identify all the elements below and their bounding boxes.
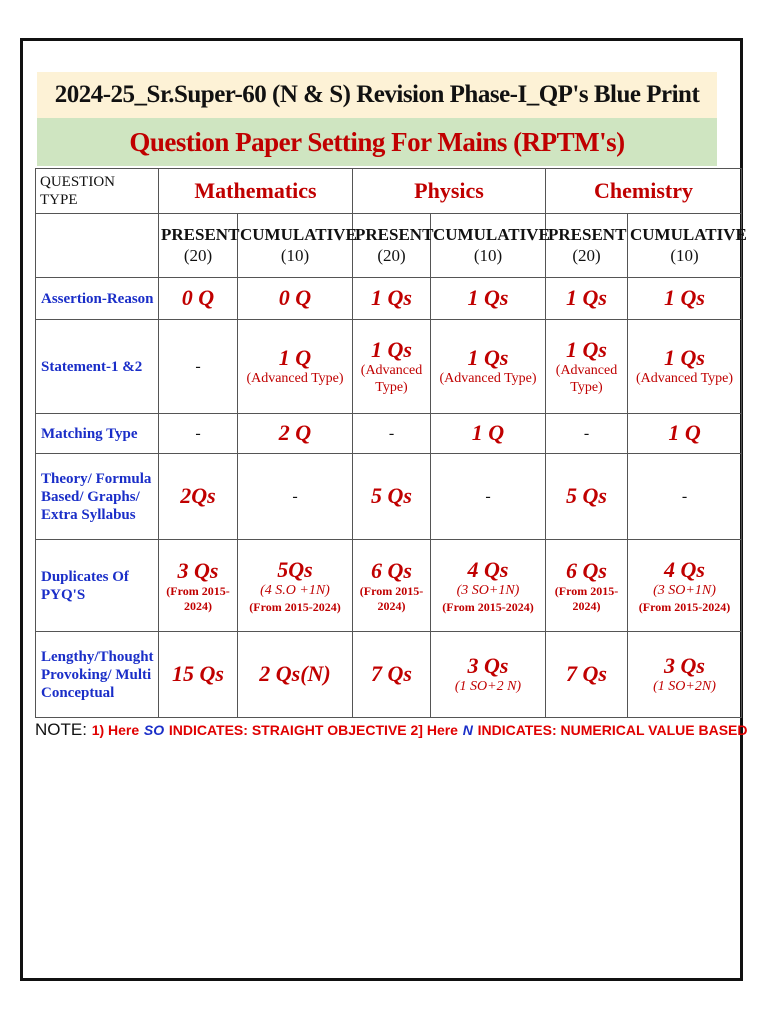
footnote bbox=[35, 720, 748, 740]
cell-value: 1 Qs bbox=[467, 285, 509, 311]
table-cell bbox=[353, 278, 431, 320]
table-row bbox=[36, 320, 742, 414]
cell-note-secondary: (From 2015-2024) bbox=[442, 599, 534, 614]
question-type-header: QUESTION TYPE bbox=[36, 169, 159, 214]
table-cell bbox=[238, 320, 353, 414]
page-subtitle: Question Paper Setting For Mains (RPTM's) bbox=[37, 118, 717, 166]
cell-value: 5 Qs bbox=[371, 483, 412, 509]
table-cell bbox=[159, 632, 238, 718]
table-cell bbox=[628, 414, 742, 454]
table-cell bbox=[431, 632, 546, 718]
table-cell bbox=[431, 454, 546, 540]
column-header bbox=[546, 214, 628, 278]
cell-note: (Advanced Type) bbox=[360, 362, 423, 395]
column-count: (10) bbox=[670, 245, 699, 265]
cell-dash: - bbox=[292, 487, 298, 505]
row-label: Lengthy/Thought Provoking/ Multi Conceptual bbox=[36, 632, 159, 718]
cell-dash: - bbox=[583, 424, 590, 442]
cell-note: (1 SO+2 N) bbox=[454, 679, 522, 695]
subject-header-row bbox=[36, 169, 742, 214]
table-cell bbox=[628, 540, 742, 632]
cell-dash: - bbox=[681, 487, 688, 505]
cell-note: (Advanced Type) bbox=[635, 371, 734, 387]
column-header bbox=[238, 214, 357, 278]
table-cell bbox=[159, 540, 238, 632]
cell-note: (3 SO+1N) bbox=[456, 583, 520, 599]
cell-value: 3 Qs bbox=[177, 557, 219, 583]
table-cell bbox=[628, 320, 742, 414]
column-label: CUMULATIVE bbox=[630, 225, 747, 245]
column-label: PRESENT bbox=[161, 225, 240, 245]
cell-note: (3 SO+1N) bbox=[653, 583, 716, 599]
cell-value: 2 Qs(N) bbox=[259, 661, 331, 687]
column-count: (10) bbox=[473, 245, 503, 265]
cell-note: (Advanced Type) bbox=[246, 371, 344, 387]
note-label: NOTE: bbox=[35, 720, 87, 739]
subject-mathematics: Mathematics bbox=[159, 169, 353, 214]
cell-value: 0 Q bbox=[278, 285, 312, 311]
note-part1: 1) Here bbox=[91, 722, 140, 738]
note-n-abbrev: N bbox=[462, 722, 473, 738]
cell-value: 1 Q bbox=[471, 420, 505, 446]
cell-note: (From 2015-2024) bbox=[166, 584, 230, 613]
table-cell bbox=[628, 632, 742, 718]
cell-value: 0 Q bbox=[181, 285, 215, 311]
column-label: CUMULATIVE bbox=[433, 225, 550, 245]
cell-value: 1 Qs bbox=[371, 285, 412, 311]
cell-value: 1 Q bbox=[668, 420, 701, 446]
table-cell bbox=[238, 278, 353, 320]
column-count: (20) bbox=[183, 245, 213, 265]
column-label: CUMULATIVE bbox=[240, 225, 357, 245]
cell-note: (From 2015-2024) bbox=[359, 584, 424, 613]
cell-value: 1 Qs bbox=[664, 285, 705, 311]
column-header bbox=[628, 214, 747, 278]
cell-value: 1 Qs bbox=[467, 344, 509, 370]
table-cell bbox=[159, 320, 238, 414]
table-row bbox=[36, 540, 742, 632]
cell-value: 4 Qs bbox=[467, 556, 509, 582]
table-cell bbox=[353, 540, 431, 632]
cell-value: 4 Qs bbox=[664, 556, 705, 582]
cell-value: 1 Qs bbox=[566, 285, 607, 311]
row-label: Matching Type bbox=[36, 414, 159, 454]
cell-value: 3 Qs bbox=[467, 652, 509, 678]
cell-value: 1 Qs bbox=[566, 336, 607, 362]
table-cell bbox=[431, 278, 546, 320]
cell-dash: - bbox=[195, 357, 201, 375]
table-row bbox=[36, 414, 742, 454]
cell-note-secondary: (From 2015-2024) bbox=[638, 599, 731, 614]
blank-header-cell bbox=[36, 214, 159, 278]
cell-value: 2 Q bbox=[278, 420, 312, 446]
column-count: (10) bbox=[280, 245, 310, 265]
column-header-row bbox=[36, 214, 742, 278]
table-cell bbox=[628, 278, 742, 320]
subject-physics: Physics bbox=[353, 169, 546, 214]
table-cell bbox=[238, 632, 353, 718]
table-cell bbox=[159, 454, 238, 540]
cell-note: (4 S.O +1N) bbox=[260, 583, 330, 599]
cell-value: 1 Q bbox=[278, 344, 312, 370]
cell-dash: - bbox=[485, 487, 491, 505]
subject-chemistry: Chemistry bbox=[546, 169, 742, 214]
table-row bbox=[36, 278, 742, 320]
table-cell bbox=[159, 414, 238, 454]
table-cell bbox=[431, 320, 546, 414]
table-cell bbox=[546, 414, 628, 454]
note-part2: INDICATES: STRAIGHT OBJECTIVE 2] Here bbox=[168, 722, 458, 738]
table-cell bbox=[546, 320, 628, 414]
cell-note-secondary: (From 2015-2024) bbox=[249, 599, 341, 614]
table-cell bbox=[353, 632, 431, 718]
note-so-abbrev: SO bbox=[143, 722, 165, 738]
table-cell bbox=[431, 540, 546, 632]
table-cell bbox=[546, 540, 628, 632]
cell-value: 5 Qs bbox=[566, 483, 607, 509]
row-label: Statement-1 &2 bbox=[36, 320, 159, 414]
table-cell bbox=[546, 454, 628, 540]
cell-value: 5Qs bbox=[277, 556, 313, 582]
cell-value: 6 Qs bbox=[371, 557, 412, 583]
page-title: 2024-25_Sr.Super-60 (N & S) Revision Phase-I_QP's Blue Print bbox=[37, 72, 717, 118]
table-cell bbox=[628, 454, 742, 540]
cell-note: (Advanced Type) bbox=[555, 362, 618, 395]
column-label: PRESENT bbox=[355, 225, 434, 245]
column-header bbox=[353, 214, 434, 278]
column-label: PRESENT bbox=[548, 225, 627, 245]
column-count: (20) bbox=[572, 245, 601, 265]
cell-note: (From 2015-2024) bbox=[554, 584, 619, 613]
table-body bbox=[36, 278, 742, 718]
column-count: (20) bbox=[377, 245, 406, 265]
column-header bbox=[159, 214, 238, 278]
note-part3: INDICATES: NUMERICAL VALUE BASED bbox=[477, 722, 748, 738]
table-cell bbox=[238, 414, 353, 454]
cell-value: 7 Qs bbox=[566, 661, 607, 687]
cell-note: (1 SO+2N) bbox=[653, 679, 716, 695]
row-label: Theory/ Formula Based/ Graphs/ Extra Syllabus bbox=[36, 454, 159, 540]
table-cell bbox=[353, 414, 431, 454]
cell-value: 1 Qs bbox=[371, 336, 412, 362]
table-cell bbox=[353, 454, 431, 540]
cell-value: 3 Qs bbox=[664, 652, 705, 678]
row-label: Assertion-Reason bbox=[36, 278, 159, 320]
table-cell bbox=[431, 414, 546, 454]
table-cell bbox=[238, 540, 353, 632]
table-row bbox=[36, 632, 742, 718]
cell-value: 7 Qs bbox=[371, 661, 412, 687]
table-cell bbox=[546, 278, 628, 320]
table-cell bbox=[238, 454, 353, 540]
column-header bbox=[431, 214, 550, 278]
cell-value: 2Qs bbox=[180, 483, 216, 509]
table-cell bbox=[353, 320, 431, 414]
table-cell bbox=[159, 278, 238, 320]
cell-note: (Advanced Type) bbox=[439, 371, 537, 387]
cell-value: 6 Qs bbox=[566, 557, 607, 583]
table-cell bbox=[546, 632, 628, 718]
table-row bbox=[36, 454, 742, 540]
row-label: Duplicates Of PYQ'S bbox=[36, 540, 159, 632]
blueprint-table bbox=[35, 168, 747, 718]
cell-value: 15 Qs bbox=[172, 661, 224, 687]
cell-dash: - bbox=[195, 424, 201, 442]
cell-dash: - bbox=[388, 424, 395, 442]
cell-value: 1 Qs bbox=[664, 344, 705, 370]
